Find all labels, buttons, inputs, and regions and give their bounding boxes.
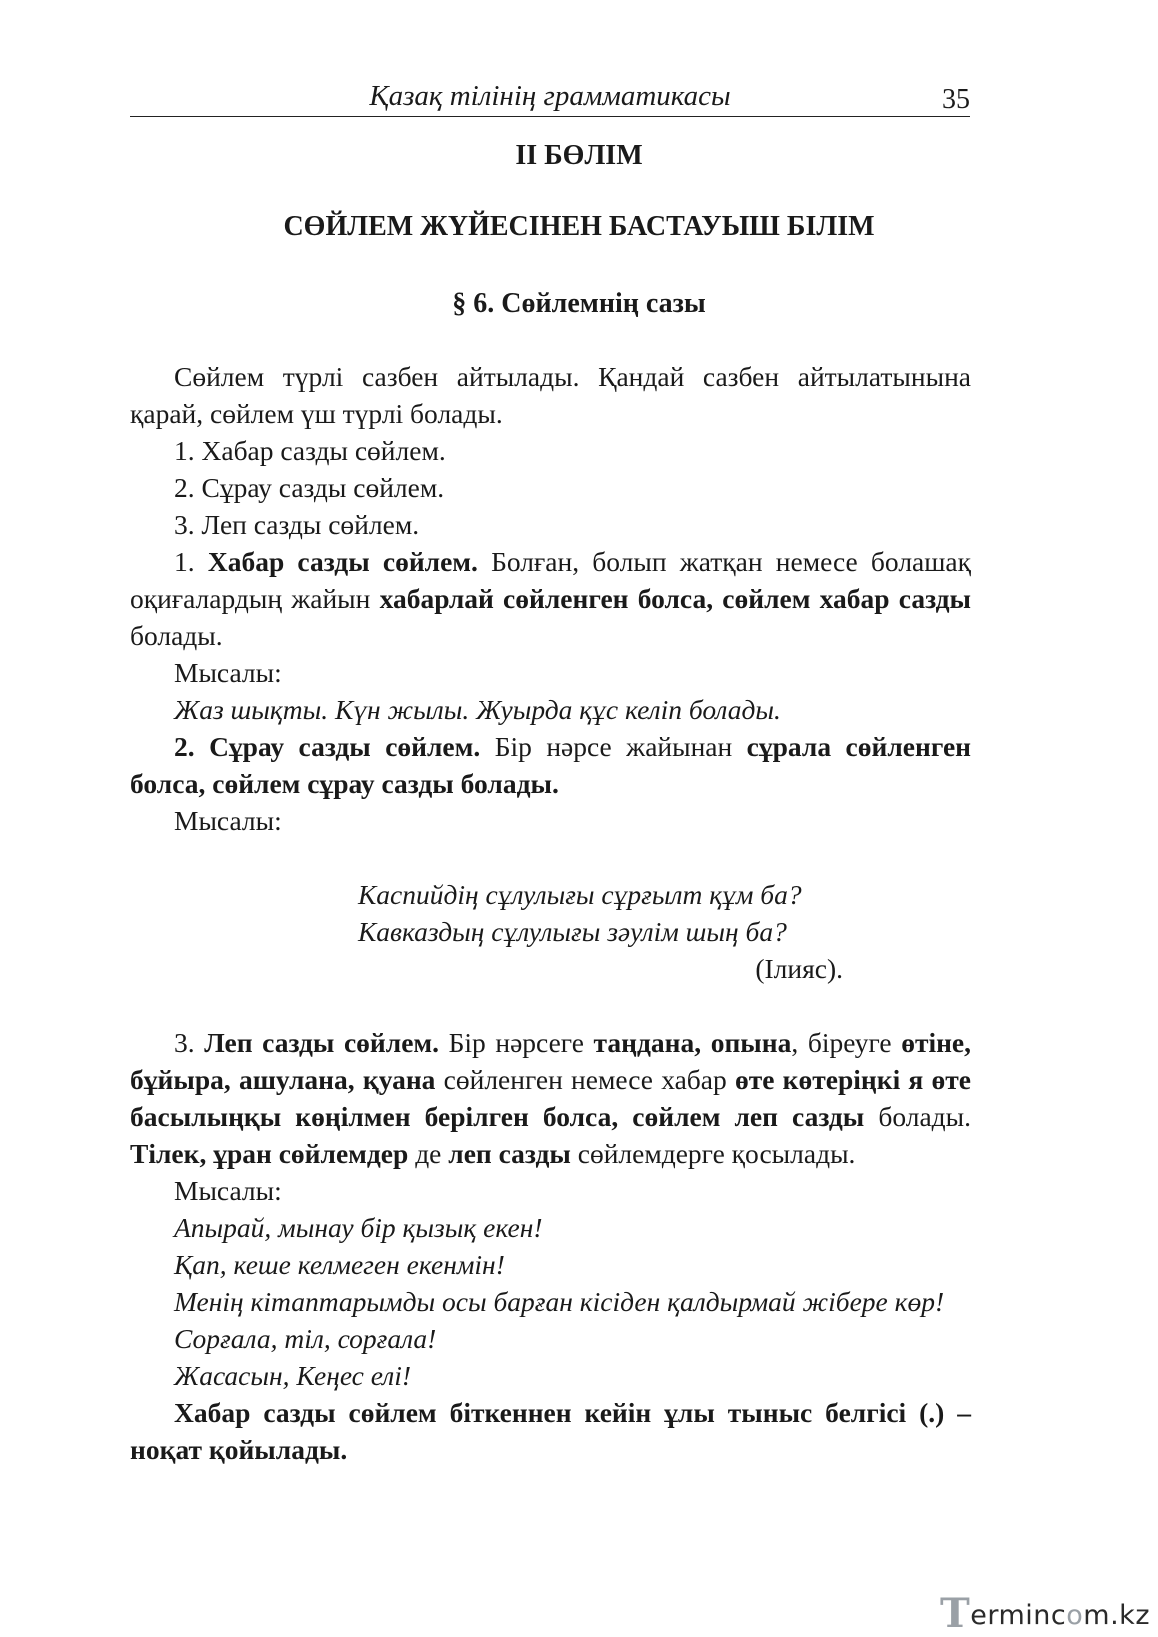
poem-author: (Ілияс). [755,953,843,984]
rule-text: Хабар сазды сөйлем біткеннен кейін ұлы тыныс белгісі (.) – ноқат қойылады. [130,1397,971,1465]
declarative-paragraph [130,543,971,654]
text-run: де [408,1138,449,1169]
page-number: 35 [942,84,970,115]
emphasis: леп сазды [448,1138,571,1169]
emphasis: Тілек, ұран сөйлемдер [130,1138,409,1169]
term-exclamatory: Леп сазды сөйлем. [204,1027,440,1058]
item-number: 3. [174,1027,205,1058]
running-header [130,80,970,117]
example-label: Мысалы: [174,657,282,688]
poem-line: Кавказдың сұлулығы зәулім шың ба? [358,916,787,947]
text-run: Болған, болып жатқан немесе болашақ оқиғалардың жайын [130,546,971,614]
body-text [130,358,971,1468]
emphasis: өтіне, бұйыра, ашулана, қуана [130,1027,972,1095]
running-title: Қазақ тілінің грамматикасы [369,80,731,112]
watermark-text: m.kz [1083,1600,1150,1631]
emphasis: таңдана, опына [593,1027,792,1058]
emphasis: өте көтеріңкі я өте басылыңқы көңілмен берілген болса, сөйлем леп сазды [130,1064,971,1132]
list-item: 3. Леп сазды сөйлем. [174,509,420,540]
punctuation-rule [130,1394,971,1468]
intro-paragraph: Сөйлем түрлі сазбен айтылады. Қандай сазбен айтылатынына қарай, сөйлем үш түрлі болады. [130,361,971,429]
text-run: Бір нәрсеге [439,1027,594,1058]
item-number: 1. [174,546,208,577]
example-label: Мысалы: [174,1175,282,1206]
paragraph-heading: § 6. Сөйлемнің сазы [452,288,706,319]
example-sentence: Сорғала, тіл, сорғала! [174,1323,437,1354]
example-sentence: Менің кітаптарымды осы барған кісіден қалдырмай жібере көр! [174,1286,945,1317]
emphasis: хабарлай сөйленген болса, сөйлем хабар сазды [379,583,972,614]
term-interrogative: 2. Сұрау сазды сөйлем. [174,731,481,762]
watermark-o: o [1066,1600,1084,1631]
list-item: 2. Сұрау сазды сөйлем. [174,472,445,503]
text-run: сөйленген немесе хабар [435,1064,735,1095]
section-title: СӨЙЛЕМ ЖҮЙЕСІНЕН БАСТАУЫШ БІЛІМ [283,211,875,242]
emphasis: сұрала сөйленген болса, сөйлем сұрау сазды болады. [130,731,971,799]
spacer [130,839,971,876]
interrogative-paragraph [130,728,971,802]
term-declarative: Хабар сазды сөйлем. [207,546,478,577]
list-item: 1. Хабар сазды сөйлем. [174,435,446,466]
watermark-text: erminc [970,1600,1067,1631]
text-run: болады. [864,1101,971,1132]
poem-line: Каспийдің сұлулығы сұрғылт құм ба? [358,879,802,910]
site-watermark [940,1590,1150,1637]
text-run: сөйлемдерге қосылады. [570,1138,856,1169]
example-label: Мысалы: [174,805,282,836]
example-sentence: Жаз шықты. Күн жылы. Жуырда құс келіп болады. [174,694,781,725]
watermark-t: T [940,1590,971,1637]
spacer [130,987,971,1024]
poem-quote [130,876,971,950]
text-run: болады. [130,620,223,651]
section-label: II БӨЛІМ [515,140,643,171]
text-run: , біреуге [791,1027,902,1058]
example-sentence: Жасасын, Кеңес елі! [174,1360,412,1391]
text-run: Бір нәрсе жайынан [480,731,747,762]
example-sentence: Апырай, мынау бір қызық екен! [174,1212,543,1243]
exclamatory-paragraph [130,1024,971,1172]
example-sentence: Қап, кеше келмеген екенмін! [174,1249,505,1280]
